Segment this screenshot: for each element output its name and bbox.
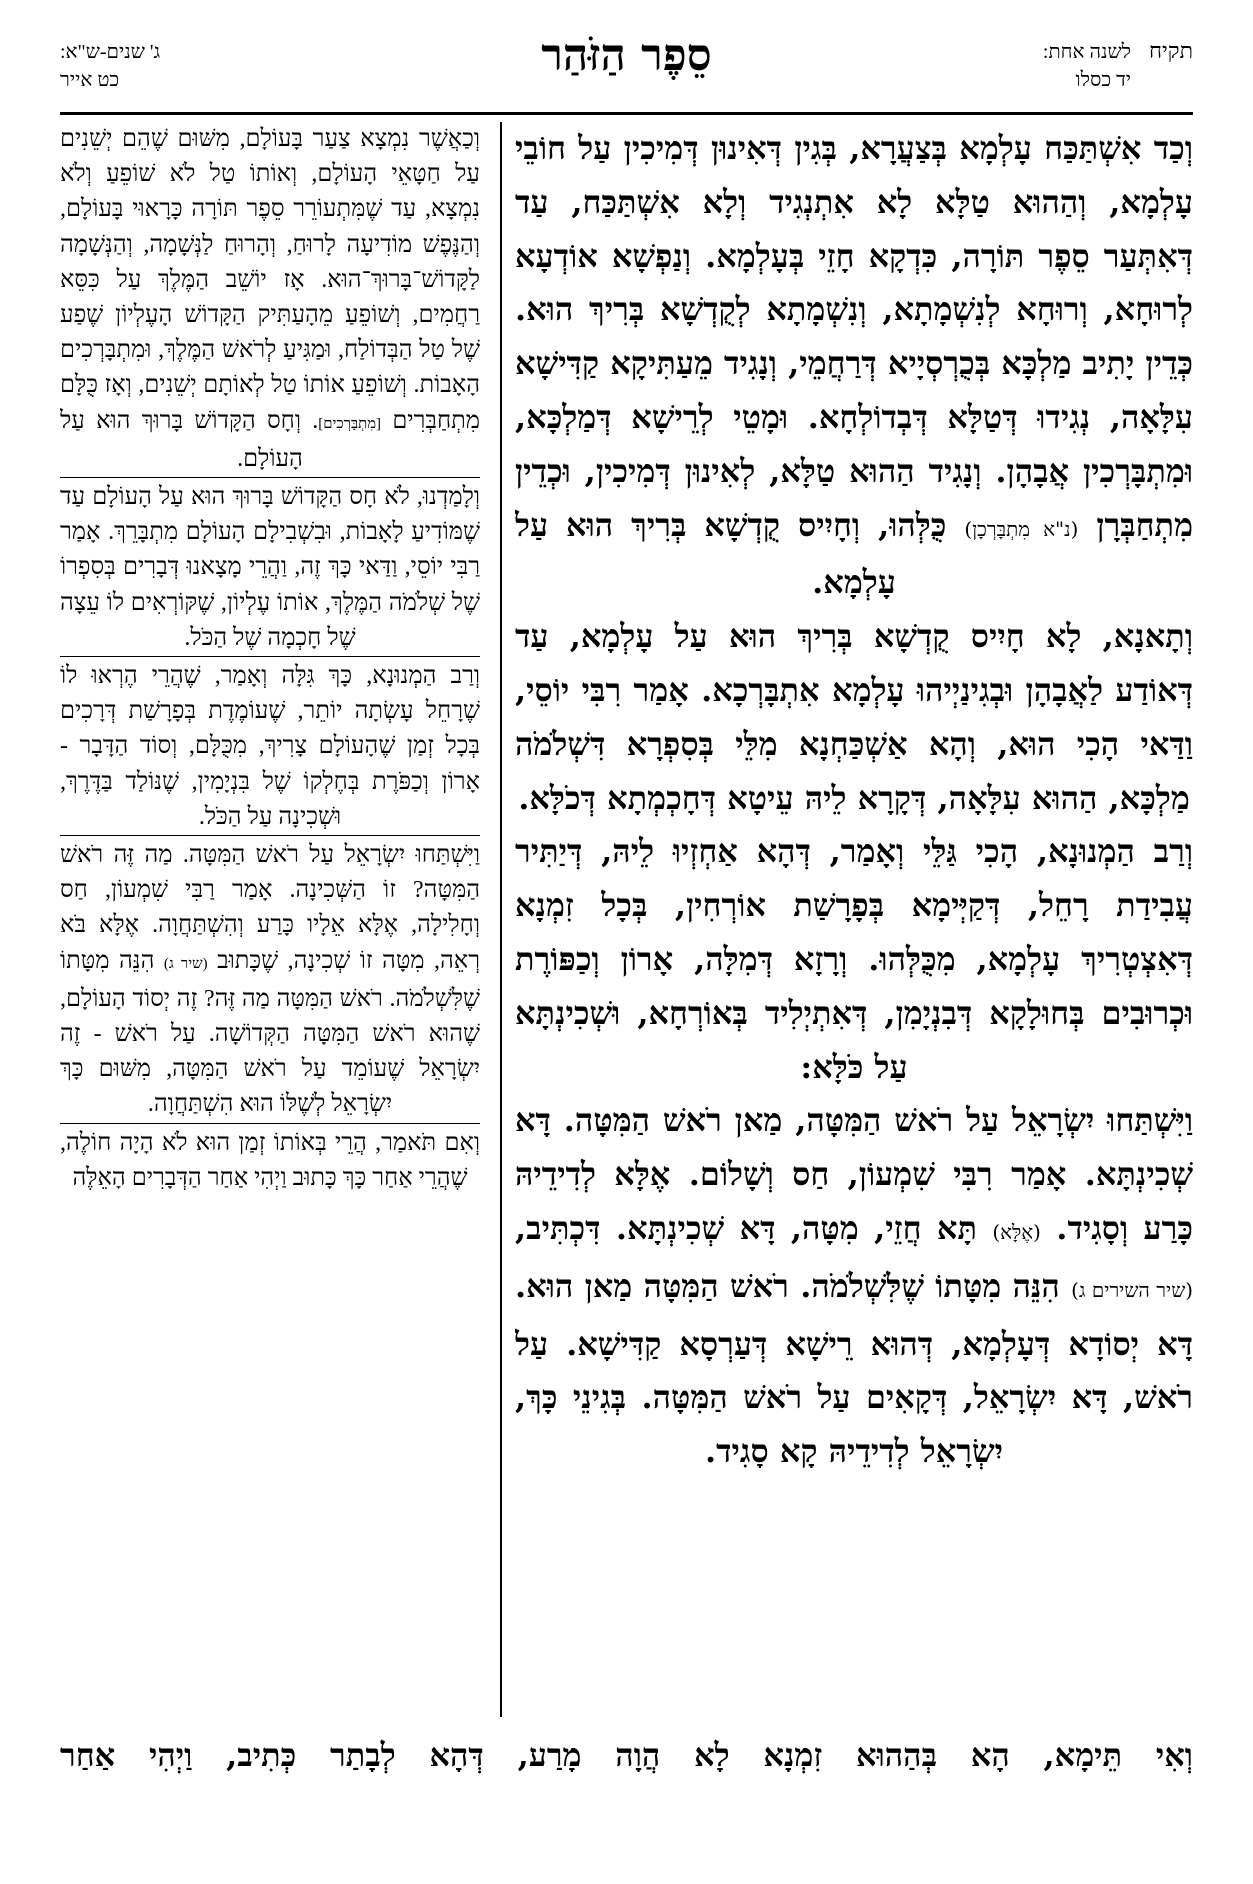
- source-note: (שיר השירים ג): [1071, 1278, 1193, 1302]
- source-note: (שיר ג): [163, 955, 208, 972]
- variant-note: [מִתְבָּרְכִים]: [318, 415, 381, 432]
- aramaic-text: כֻּלְּהוּ, וְחָיִיס קֻדְשָׁא בְּרִיךְ הוּא עַל עָלְמָא.: [515, 505, 947, 602]
- aramaic-text: וַיִּשְׁתַּחוּ יִשְׂרָאֵל עַל רֹאשׁ הַמִּטָּה, מַאן רֹאשׁ הַמִּטָּה. דָּא שְׁכִינְתָּא. אָמַר רִבִּי שִׁמְעוֹן, חַס וְשָׁלוֹם. אֶלָּא לְדִידֵיהּ כָּרַע וְסָגִיד.: [515, 1101, 1193, 1247]
- schedule-three-years-label: ג' שנים-ש"א:: [60, 41, 161, 63]
- aramaic-paragraph: וְרַב הַמְנוּנָא, הָכִי גַּלֵּי וְאָמַר, דְּהָא אַחְזְיוּ לֵיהּ, דְּיַתִּיר עֲבִידַת רָחֵל, דְּקַיְּימָא בְּפָרָשַׁת אוֹרְחִין, בְּכָל זִמְנָא דְּאִצְטְרִיךְ עָלְמָא, מִכֻּלְּהוּ. וְרָזָא דְּמִלָּה, אָרוֹן וְכַפּוֹרֶת וּכְרוּבִים בְּחוּלָקָא דְּבִנְיָמִן, דְּאִתְיְלִיד בְּאוֹרְחָא, וּשְׁכִינְתָּא עַל כֹּלָּא:: [515, 832, 1193, 1086]
- header-rule: [60, 112, 1193, 115]
- hebrew-text: הִנֵּה מִטָּתוֹ שֶׁלִּשְׁלֹמֹה. רֹאשׁ הַמִּטָּה מַה זֶּה? זֶה יְסוֹד הָעוֹלָם, שֶׁהוּא רֹאשׁ הַמִּטָּה הַקְּדוֹשָׁה. עַל רֹאשׁ - זֶה יִשְׂרָאֵל שֶׁעוֹמֵד עַל רֹאשׁ הַמִּטָּה, מִשּׁוּם כָּךְ יִשְׂרָאֵל לְשֶׁלּוֹ הוּא הִשְׁתַּחֲוָה.: [60, 947, 480, 1118]
- hebrew-paragraph: [60, 122, 480, 477]
- aramaic-text: הִנֵּה מִטָּתוֹ שֶׁלִּשְׁלֹמֹה. רֹאשׁ הַמִּטָּה מַאן הוּא. דָּא יְסוֹדָא דְּעָלְמָא, דְּהוּא רֵישָׁא דְּעַרְסָא קַדִּישָׁא. עַל רֹאשׁ, דָּא יִשְׂרָאֵל, דְּקָאִים עַל רֹאשׁ הַמִּטָּה. בְּגִינֵי כָּךְ, יִשְׂרָאֵל לְדִידֵיהּ קָא סָגִיד.: [515, 1266, 1193, 1471]
- aramaic-paragraph: וְתָאנָא, לָא חָיִיס קֻדְשָׁא בְּרִיךְ הוּא עַל עָלְמָא, עַד דְּאוֹדַע לַאֲבָהָן וּבְגִינַיְיהוּ עָלְמָא אִתְבָּרְכָא. אָמַר רִבִּי יוֹסֵי, וַדַּאי הָכִי הוּא, וְהָא אַשְׁכַּחְנָא מִלֵּי בְּסִפְרָא דִּשְׁלֹמֹה מַלְכָּא, הַהוּא עִלָּאָה, דְּקָרָא לֵיהּ עֵיטָא דְּחָכְמְתָא דְּכֹלָּא.: [515, 617, 1193, 817]
- schedule-one-year-date: יד כסלו: [1075, 69, 1132, 91]
- schedule-one-year-label: לשנה אחת:: [1042, 41, 1132, 63]
- book-title: סֵפֶר הַזֹּהַר: [541, 30, 712, 81]
- hebrew-paragraph: וְלָמַדְנוּ, לֹא חָס הַקָּדוֹשׁ בָּרוּךְ הוּא עַל הָעוֹלָם עַד שֶׁמּוֹדִיעַ לָאָבוֹת, וּבִשְׁבִילָם הָעוֹלָם מִתְבָּרֵךְ. אָמַר רַבִּי יוֹסֵי, וַדַּאי כָּךְ זֶה, וַהֲרֵי מָצָאנוּ דְּבָרִים בְּסִפְרוֹ שֶׁל שְׁלֹמֹה הַמֶּלֶךְ, אוֹתוֹ עֶלְיוֹן, שֶׁקּוֹרְאִים לוֹ עֵצָה שֶׁל חָכְמָה שֶׁל הַכֹּל.: [60, 477, 480, 656]
- continuation-line: וְאִי תֵּימָא, הָא בְּהַהוּא זִמְנָא לָא הֲוָה מָרַע, דְּהָא לְבָתַר כְּתִיב, וַיְהִי אַחַר: [60, 1736, 1193, 1774]
- hebrew-column: [60, 122, 480, 1717]
- hebrew-paragraph: וְאִם תֹּאמַר, הֲרֵי בְּאוֹתוֹ זְמַן הוּא לֹא הָיָה חוֹלֶה, שֶׁהֲרֵי אַחַר כָּךְ כָּתוּב וַיְהִי אַחַר הַדְּבָרִים הָאֵלֶּה: [60, 1123, 480, 1196]
- aramaic-paragraph: [515, 1094, 1193, 1479]
- aramaic-column: [515, 122, 1193, 1717]
- aramaic-text: וְכַד אִשְׁתַּכַּח עָלְמָא בְּצַעֲרָא, בְּגִין דְּאִינוּן דְּמִיכִין עַל חוֹבֵי עָלְמָא, וְהַהוּא טַלָּא לָא אִתְנְגִיד וְלָא אִשְׁתַּכַּח, עַד דְּאִתְּעַר סֵפֶר תּוֹרָה, כִּדְקָא חָזֵי בְּעָלְמָא. וְנַפְשָׁא אוֹדְעָא לְרוּחָא, וְרוּחָא לְנִשְׁמָתָא, וְנִשְׁמָתָא לְקֻדְשָׁא בְּרִיךְ הוּא. כְּדֵין יָתִיב מַלְכָּא בְּכֻרְסְיָיא דְּרַחֲמֵי, וְנָגִיד מֵעַתִּיקָא קַדִּישָׁא עִלָּאָה, נְגִידוּ דְּטַלָּא דְּבְדוֹלְחָא. וּמָטֵי לְרֵישָׁא דְּמַלְכָּא, וּמִתְבָּרְכִין אֲבָהָן. וְנָגִיד הַהוּא טַלָּא, לְאִינוּן דְּמִיכִין, וּכְדֵין מִתְחַבְּרָן: [515, 129, 1193, 544]
- hebrew-text: וְכַאֲשֶׁר נִמְצָא צַעַר בָּעוֹלָם, מִשּׁוּם שֶׁהֵם יְשֵׁנִים עַל חַטָּאֵי הָעוֹלָם, וְאוֹתוֹ טַל לֹא שׁוֹפֵעַ וְלֹא נִמְצָא, עַד שֶׁמִּתְעוֹרֵר סֵפֶר תּוֹרָה כָּרָאוּי בָּעוֹלָם, וְהַנֶּפֶשׁ מוֹדִיעָה לָרוּחַ, וְהָרוּחַ לַנְּשָׁמָה, וְהַנְּשָׁמָה לַקָּדוֹשׁ־בָּרוּךְ־הוּא. אָז יוֹשֵׁב הַמֶּלֶךְ עַל כִּסֵּא רַחֲמִים, וְשׁוֹפֵעַ מֵהָעַתִּיק הַקָּדוֹשׁ הָעֶלְיוֹן שֶׁפַע שֶׁל טַל הַבְּדוֹלַח, וּמַגִּיעַ לְרֹאשׁ הַמֶּלֶךְ, וּמִתְבָּרְכִים הָאָבוֹת. וְשׁוֹפֵעַ אוֹתוֹ טַל לְאוֹתָם יְשֵׁנִים, וְאָז כֻּלָּם מִתְחַבְּרִים: [60, 126, 480, 434]
- variant-note: (אֶלָּא): [992, 1220, 1041, 1244]
- hebrew-paragraph: וְרַב הַמְנוּנָא, כָּךְ גִּלָּה וְאָמַר, שֶׁהֲרֵי הֶרְאוּ לוֹ שֶׁרָחֵל עָשְׂתָה יוֹתֵר, שֶׁעוֹמֶדֶת בְּפָרָשַׁת דְּרָכִים בְּכָל זְמַן שֶׁהָעוֹלָם צָרִיךְ, מִכֻּלָּם, וְסוֹד הַדָּבָר - אָרוֹן וְכַפֹּרֶת בְּחֶלְקוֹ שֶׁל בִּנְיָמִין, שֶׁנּוֹלַד בַּדֶּרֶךְ, וּשְׁכִינָה עַל הַכֹּל.: [60, 656, 480, 835]
- page-header: [60, 28, 1193, 108]
- aramaic-text: תָּא חֲזֵי, מִטָּה, דָּא שְׁכִינְתָּא. דִּכְתִּיב,: [515, 1208, 977, 1247]
- variant-note: (נ"א מִתְבָּרְכָן): [964, 517, 1079, 541]
- hebrew-text: וַיִּשְׁתַּחוּ יִשְׂרָאֵל עַל רֹאשׁ הַמִּטָּה. מַה זֶּה רֹאשׁ הַמִּטָּה? זוֹ הַשְּׁכִינָה. אָמַר רַבִּי שִׁמְעוֹן, חַס וְחָלִילָה, אֶלָּא אֵלָיו כָּרַע וְהִשְׁתַּחֲוָה. אֶלָּא בֹּא רְאֵה, מִטָּה זוֹ שְׁכִינָה, שֶׁכָּתוּב: [60, 842, 480, 974]
- hebrew-text: . וְחָס הַקָּדוֹשׁ בָּרוּךְ הוּא עַל הָעוֹלָם.: [60, 407, 319, 472]
- hebrew-paragraph: [60, 835, 480, 1123]
- aramaic-paragraph: [515, 122, 1193, 610]
- schedule-three-years: [60, 38, 160, 94]
- schedule-three-years-date: כט אייר: [60, 69, 120, 91]
- tikkun-label: תקיח: [1149, 38, 1193, 63]
- column-divider: [500, 122, 502, 1717]
